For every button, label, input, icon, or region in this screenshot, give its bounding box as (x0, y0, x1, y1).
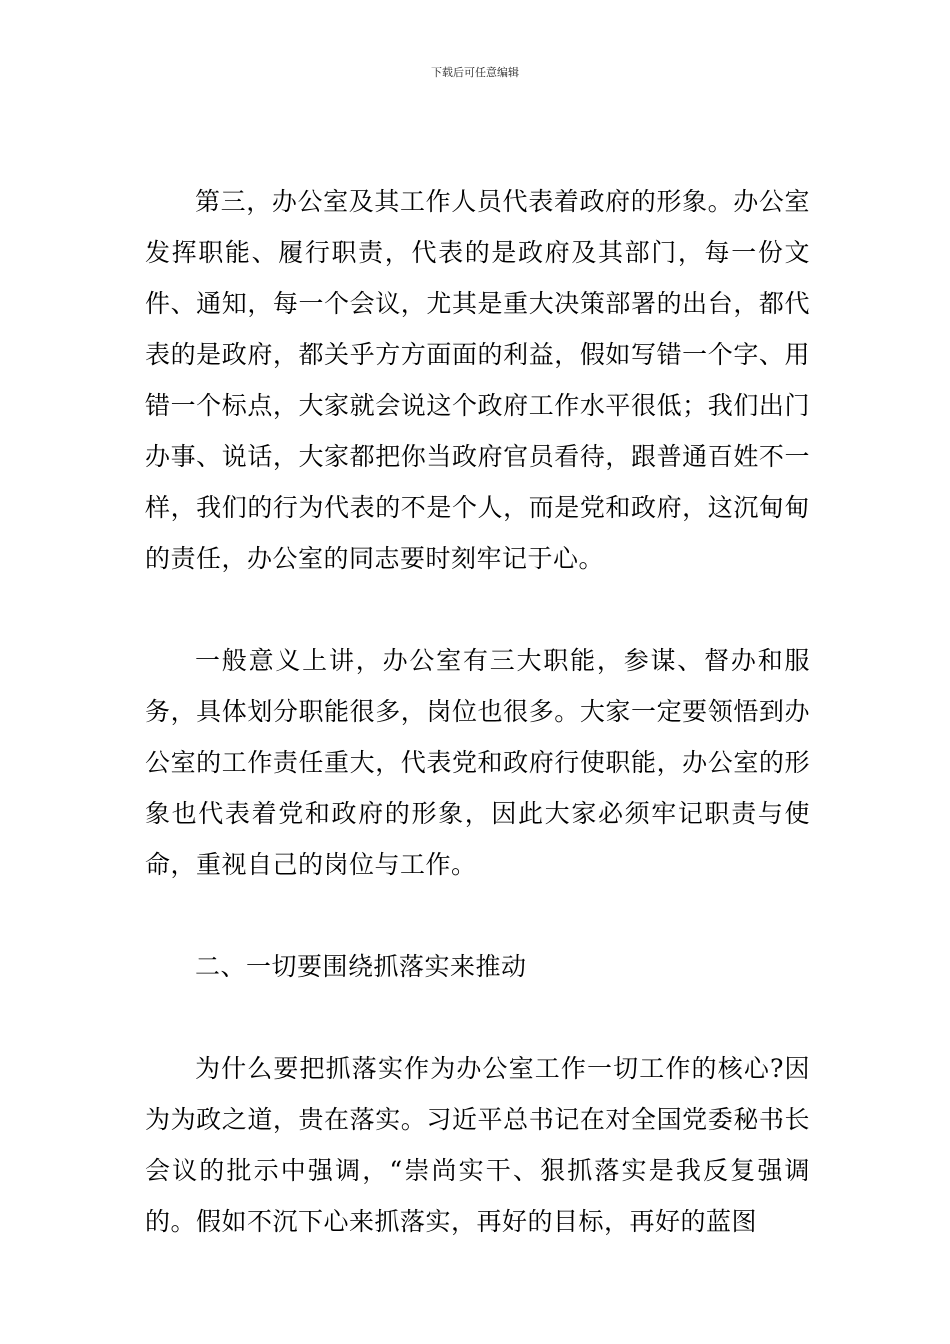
paragraph-image-of-office: 第三，办公室及其工作人员代表着政府的形象。办公室发挥职能、履行职责，代表的是政府及其部门，每一份文件、通知，每一个会议，尤其是重大决策部署的出台，都代表的是政府，都关乎方方面面的利益，假如写错一个字、用错一个标点，大家就会说这个政府工作水平很低；我们出门办事、说话，大家都把你当政府官员看待，跟普通百姓不一样，我们的行为代表的不是个人，而是党和政府，这沉甸甸的责任，办公室的同志要时刻牢记于心。 (145, 187, 810, 573)
section-heading-implementation: 二、一切要围绕抓落实来推动 (195, 952, 527, 981)
document-body (145, 176, 810, 1247)
page-header: 下载后可任意编辑 (431, 66, 519, 79)
paragraph-spacer (145, 890, 810, 941)
paragraph-office-functions: 一般意义上讲，办公室有三大职能，参谋、督办和服务，具体划分职能很多，岗位也很多。大家一定要领悟到办公室的工作责任重大，代表党和政府行使职能，办公室的形象也代表着党和政府的形象，因此大家必须牢记职责与使命，重视自己的岗位与工作。 (145, 646, 810, 879)
paragraph-spacer (145, 992, 810, 1043)
paragraph-spacer (145, 584, 810, 635)
paragraph-why-implementation: 为什么要把抓落实作为办公室工作一切工作的核心?因为为政之道，贵在落实。习近平总书记在对全国党委秘书长会议的批示中强调，“崇尚实干、狠抓落实是我反复强调的。假如不沉下心来抓落实，再好的目标，再好的蓝图 (145, 1054, 810, 1236)
